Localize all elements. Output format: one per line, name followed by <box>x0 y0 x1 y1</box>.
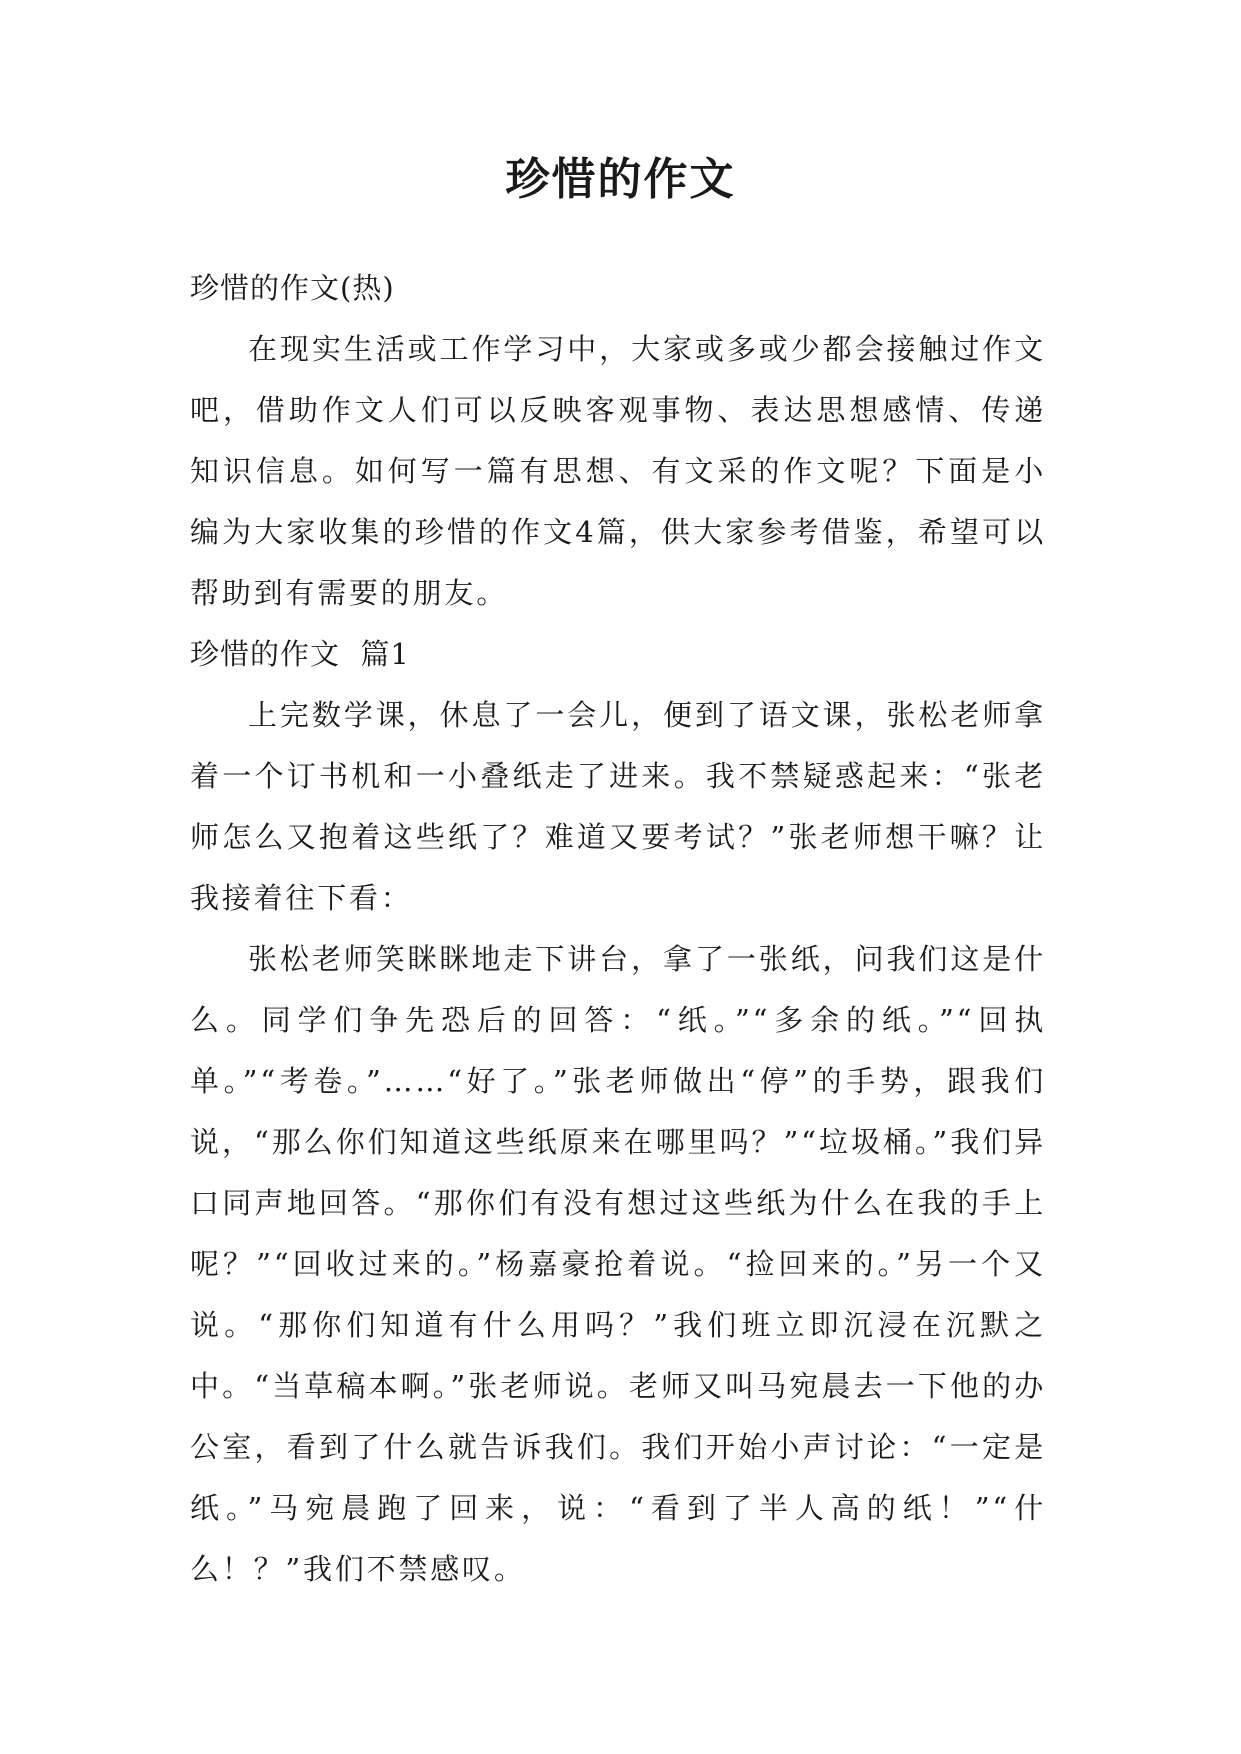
document-subtitle: 珍惜的作文(热) <box>190 271 395 305</box>
intro-paragraph: 在现实生活或工作学习中，大家或多或少都会接触过作文吧，借助作文人们可以反映客观事物、表达思想感情、传递知识信息。如何写一篇有思想、有文采的作文呢？下面是小编为大家收集的珍惜的作文4篇，供大家参考借鉴，希望可以帮助到有需要的朋友。 <box>190 332 1046 610</box>
document-title: 珍惜的作文 <box>505 154 736 205</box>
story-paragraph-2: 张松老师笑眯眯地走下讲台，拿了一张纸，问我们这是什么。同学们争先恐后的回答：“纸。”“多余的纸。”“回执单。”“考卷。”……“好了。”张老师做出“停”的手势，跟我们说，“那么你们知道这些纸原来在哪里吗？”“垃圾桶。”我们异口同声地回答。“那你们有没有想过这些纸为什么在我的手上呢？”“回收过来的。”杨嘉豪抢着说。“捡回来的。”另一个又说。“那你们知道有什么用吗？”我们班立即沉浸在沉默之中。“当草稿本啊。”张老师说。老师又叫马宛晨去一下他的办公室，看到了什么就告诉我们。我们开始小声讨论：“一定是纸。”马宛晨跑了回来，说：“看到了半人高的纸！”“什么！？”我们不禁感叹。 <box>190 942 1046 1586</box>
document-body <box>190 258 1046 1600</box>
section-heading: 珍惜的作文 篇1 <box>190 637 410 671</box>
story-paragraph-1: 上完数学课，休息了一会儿，便到了语文课，张松老师拿着一个订书机和一小叠纸走了进来。我不禁疑惑起来：“张老师怎么又抱着这些纸了？难道又要考试？”张老师想干嘛？让我接着往下看： <box>190 698 1046 915</box>
